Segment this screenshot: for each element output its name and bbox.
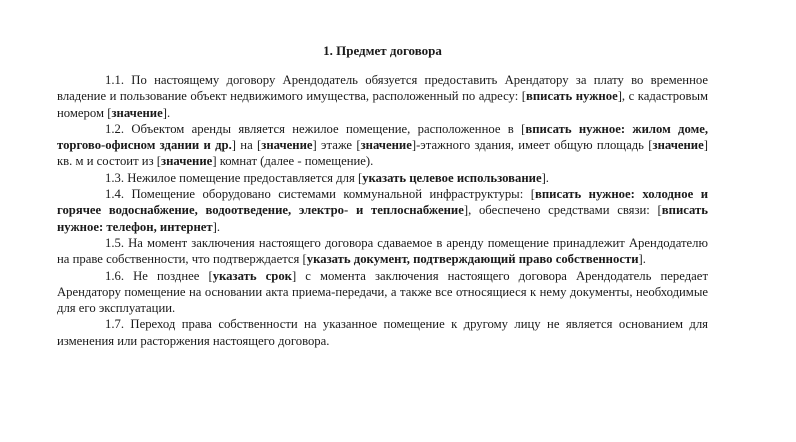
clause-text: ]. bbox=[638, 252, 646, 267]
placeholder-field: вписать нужное bbox=[526, 89, 618, 104]
clause-1-7 bbox=[57, 316, 708, 349]
clause-1-2 bbox=[57, 121, 708, 170]
placeholder-field: вписать нужное: телефон, интернет bbox=[57, 203, 708, 234]
placeholder-field: указать целевое использование bbox=[362, 170, 542, 185]
document-page bbox=[57, 0, 708, 349]
placeholder-field: значение bbox=[111, 105, 163, 120]
clause-1-4 bbox=[57, 186, 708, 235]
clause-text: ]. bbox=[212, 219, 221, 234]
clause-text: 1.1. По настоящему договору Арендодатель обязуется предоставить Арендатору за плату во временное владение и пользование объект недвижимого имущества, расположенный по адресу: [ bbox=[57, 73, 708, 104]
clause-text: 1.7. Переход права собственности на указанное помещение к другому лицу не является основанием для изменения или расторжения настоящего договора. bbox=[57, 317, 708, 348]
clause-1-6 bbox=[57, 268, 708, 317]
clause-text: ]. bbox=[162, 105, 171, 120]
clause-text: 1.4. Помещение оборудовано системами коммунальной инфраструктуры: [ bbox=[105, 187, 535, 202]
clause-text: 1.6. Не позднее [ bbox=[105, 268, 213, 283]
clause-text: ]. bbox=[541, 170, 549, 185]
clause-text: 1.5. На момент заключения настоящего договора сдаваемое в аренду помещение принадлежит Арендодателю на праве собственности, что подтверждается [ bbox=[57, 235, 708, 267]
clause-text: ]-этажного здания, имеет общую площадь [ bbox=[411, 138, 653, 153]
clause-text: ], обеспечено средствами связи: [ bbox=[463, 203, 662, 218]
clause-text: ] на [ bbox=[231, 138, 262, 153]
placeholder-field: значение bbox=[161, 154, 213, 169]
placeholder-field: значение bbox=[261, 138, 313, 153]
clause-text: ], с кадастровым номером [ bbox=[57, 89, 709, 120]
placeholder-field: вписать нужное: холодное и горячее водоснабжение, водоотведение, электро- и теплоснабжение bbox=[57, 187, 709, 218]
placeholder-field: значение bbox=[652, 138, 704, 153]
placeholder-field: указать документ, подтверждающий право собственности bbox=[306, 252, 639, 267]
clause-1-3 bbox=[57, 170, 708, 186]
section-body bbox=[57, 72, 708, 349]
placeholder-field: значение bbox=[360, 138, 412, 153]
clause-text: 1.3. Нежилое помещение предоставляется для [ bbox=[105, 170, 363, 185]
placeholder-field: указать срок bbox=[212, 268, 292, 283]
clause-text: ] с момента заключения настоящего договора Арендодатель передает Арендатору помещение на основании акта приема-передачи, а также все относящиеся к нему документы, необходимые для его эксплуатации. bbox=[57, 268, 708, 316]
clause-text: ] этаже [ bbox=[312, 138, 361, 153]
clause-text: ] кв. м и состоит из [ bbox=[57, 138, 708, 169]
clause-text: 1.2. Объектом аренды является нежилое помещение, расположенное в [ bbox=[105, 121, 526, 136]
clause-1-1 bbox=[57, 72, 708, 121]
section-title: 1. Предмет договора bbox=[323, 43, 442, 58]
clause-text: ] комнат (далее - помещение). bbox=[212, 154, 374, 169]
placeholder-field: вписать нужное: жилом доме, торгово-офисном здании и др. bbox=[57, 121, 709, 153]
clause-1-5 bbox=[57, 235, 708, 268]
